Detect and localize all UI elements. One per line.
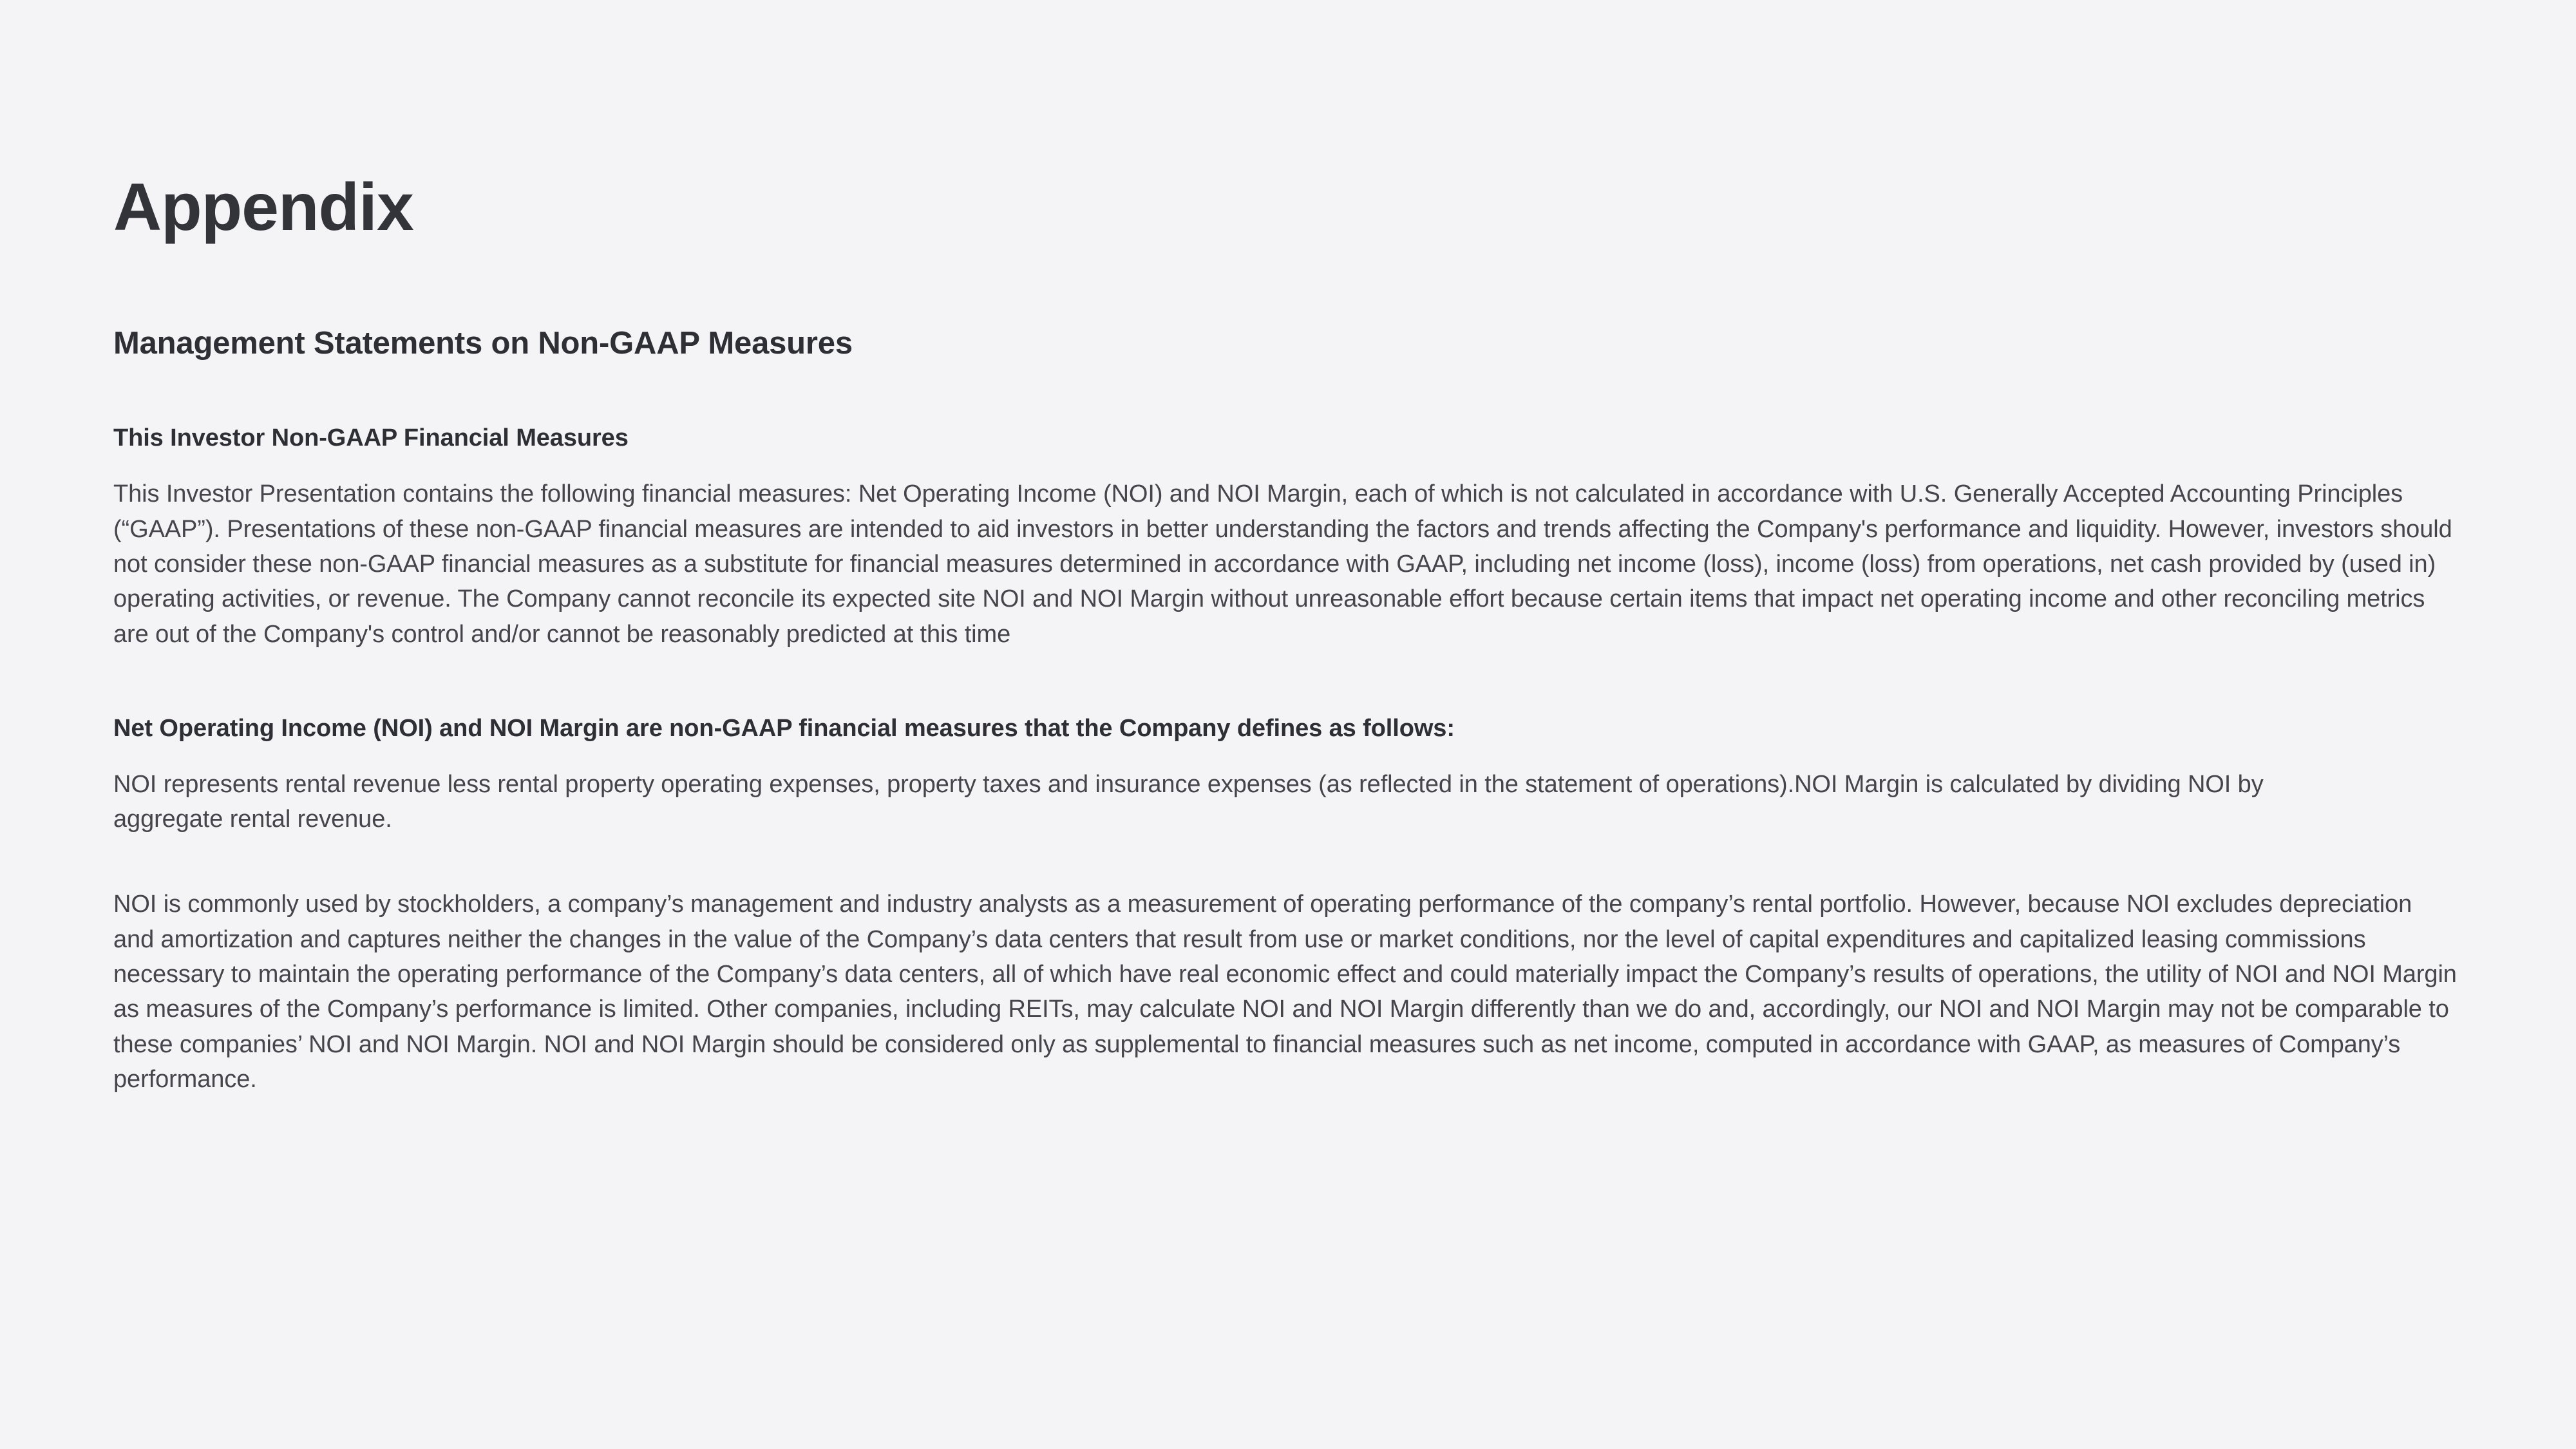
block-heading: Net Operating Income (NOI) and NOI Margin are non-GAAP financial measures that the Company defines as follows: — [113, 714, 1455, 742]
block-non-gaap-financial-measures — [113, 424, 2464, 652]
block-paragraph: This Investor Presentation contains the following financial measures: Net Operating Income (NOI) and NOI Margin, each of which is not calculated in accordance with U.S. Generally Accepted Accounting Principles (“GAAP”). Presentations of these non-GAAP financial measures are intended to aid investors in better understanding the factors and trends affecting the Company's performance and liquidity. However, investors should not consider these non-GAAP financial measures as a substitute for financial measures determined in accordance with GAAP, including net income (loss), income (loss) from operations, net cash provided by (used in) operating activities, or revenue. The Company cannot reconcile its expected site NOI and NOI Margin without unreasonable effort because certain items that impact net operating income and other reconciling metrics are out of the Company's control and/or cannot be reasonably predicted at this time — [113, 480, 2452, 648]
block-heading: This Investor Non-GAAP Financial Measures — [113, 424, 629, 452]
block-paragraph: NOI represents rental revenue less rental property operating expenses, property taxes and insurance expenses (as reflected in the statement of operations).NOI Margin is calculated by dividing NOI by aggregate rental revenue. — [113, 770, 2264, 833]
page-title: Appendix — [113, 170, 413, 245]
block-paragraph: NOI is commonly used by stockholders, a company’s management and industry analysts as a measurement of operating performance of the company’s rental portfolio. However, because NOI excludes depreciation and amortization and captures neither the changes in the value of the Company’s data centers that result from use or market conditions, nor the level of capital expenditures and capitalized leasing commissions necessary to maintain the operating performance of the Company’s data centers, all of which have real economic effect and could materially impact the Company’s results of operations, the utility of NOI and NOI Margin as measures of the Company’s performance is limited. Other companies, including REITs, may calculate NOI and NOI Margin differently than we do and, accordingly, our NOI and NOI Margin may not be comparable to these companies’ NOI and NOI Margin. NOI and NOI Margin should be considered only as supplemental to financial measures such as net income, computed in accordance with GAAP, as measures of Company’s performance. — [113, 891, 2457, 1094]
section-heading: Management Statements on Non-GAAP Measures — [113, 326, 853, 361]
slide-content — [113, 170, 2464, 1121]
block-noi-definitions — [113, 715, 2464, 1097]
